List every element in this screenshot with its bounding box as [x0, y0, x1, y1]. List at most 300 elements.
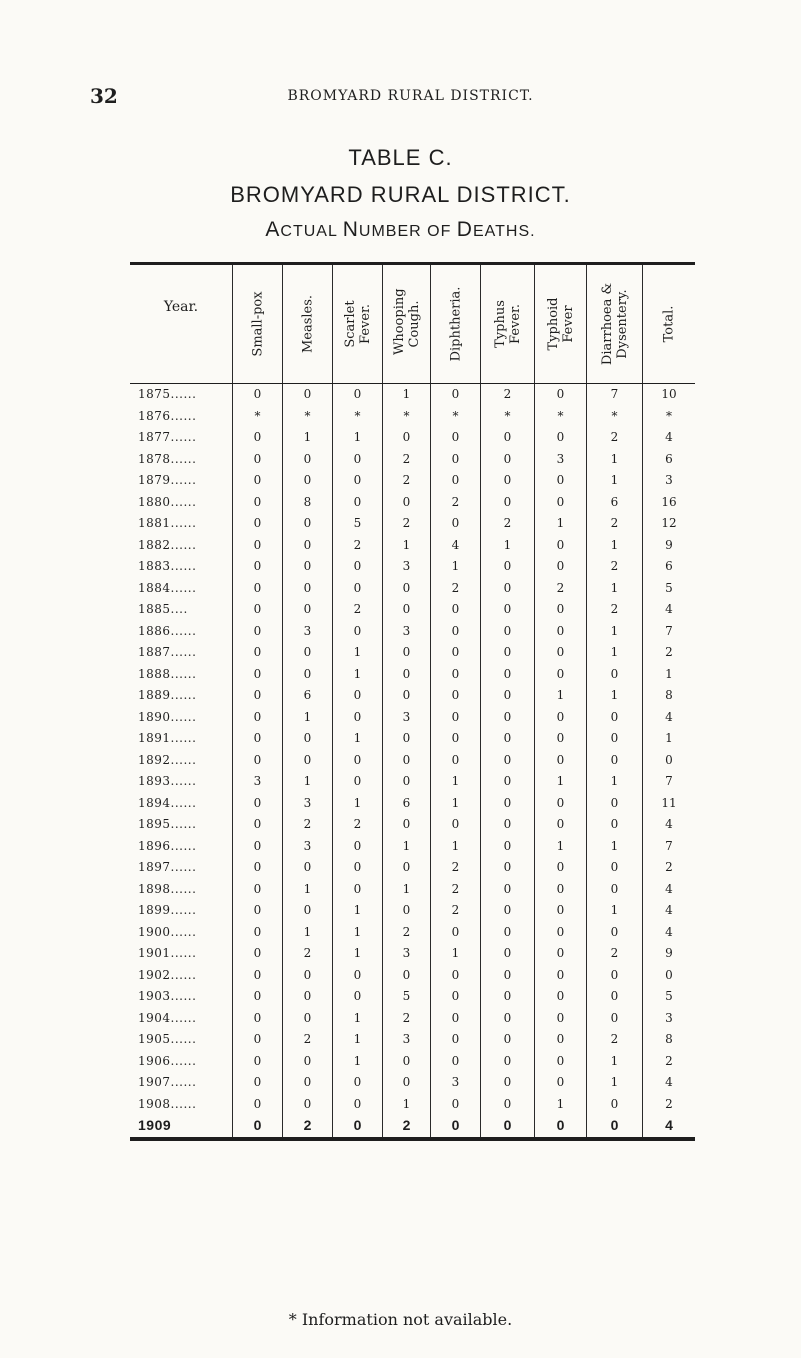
table-header [130, 265, 695, 384]
year-cell: 1888...... [138, 666, 197, 681]
column-header-small-pox: Small-pox [232, 265, 282, 383]
value-cell: * [586, 406, 642, 428]
deaths-table [130, 262, 695, 1141]
table-row [130, 836, 695, 858]
value-cell: 6 [642, 449, 695, 471]
value-cell: 1 [382, 879, 430, 901]
value-cell: 0 [332, 1072, 382, 1094]
value-cell: 0 [282, 1072, 332, 1094]
value-cell: * [282, 406, 332, 428]
value-cell: 0 [586, 879, 642, 901]
table-label: TABLE C. [348, 145, 453, 170]
table-row [130, 943, 695, 965]
value-cell: 2 [642, 857, 695, 879]
value-cell: 0 [382, 427, 430, 449]
value-cell: 0 [480, 1051, 534, 1073]
table-row [130, 513, 695, 535]
value-cell: 0 [332, 707, 382, 729]
value-cell: 0 [480, 793, 534, 815]
year-cell: 1886...... [138, 623, 197, 638]
value-cell: * [642, 406, 695, 428]
value-cell: 1 [534, 513, 586, 535]
value-cell: 0 [480, 578, 534, 600]
value-cell: 2 [586, 513, 642, 535]
value-cell: 0 [534, 857, 586, 879]
value-cell: 0 [534, 535, 586, 557]
table-row [130, 879, 695, 901]
value-cell: 3 [382, 943, 430, 965]
value-cell: 1 [480, 535, 534, 557]
value-cell: 0 [232, 943, 282, 965]
value-cell: 0 [382, 685, 430, 707]
value-cell: 3 [382, 1029, 430, 1051]
year-cell: 1885.... [138, 602, 188, 616]
value-cell: 0 [332, 965, 382, 987]
value-cell: 4 [642, 707, 695, 729]
value-cell: 1 [534, 836, 586, 858]
value-cell: 1 [586, 771, 642, 793]
value-cell: 0 [480, 814, 534, 836]
value-cell: 16 [642, 492, 695, 514]
value-cell: 3 [642, 1008, 695, 1030]
value-cell: 5 [642, 986, 695, 1008]
value-cell: 0 [534, 470, 586, 492]
table-row [130, 922, 695, 944]
year-cell: 1883...... [138, 559, 197, 573]
value-cell: 1 [586, 642, 642, 664]
table-row [130, 492, 695, 514]
value-cell: 0 [586, 750, 642, 772]
value-cell: 3 [282, 793, 332, 815]
table-row [130, 599, 695, 621]
year-cell: 1878...... [138, 451, 197, 466]
value-cell: 0 [430, 470, 480, 492]
table-row [130, 986, 695, 1008]
value-cell: * [332, 406, 382, 428]
year-cell: 1891...... [138, 731, 197, 745]
value-cell: 0 [332, 857, 382, 879]
value-cell: 0 [282, 986, 332, 1008]
value-cell: 0 [480, 1115, 534, 1137]
value-cell: 0 [382, 642, 430, 664]
year-cell: 1900...... [138, 924, 197, 939]
value-cell: 2 [382, 513, 430, 535]
year-cell: 1892...... [138, 752, 197, 767]
value-cell: 0 [332, 685, 382, 707]
table-row [130, 535, 695, 557]
value-cell: 4 [642, 879, 695, 901]
table-row [130, 728, 695, 750]
value-cell: 1 [332, 664, 382, 686]
value-cell: 0 [586, 664, 642, 686]
value-cell: 0 [232, 556, 282, 578]
value-cell: 0 [282, 578, 332, 600]
value-cell: 1 [332, 642, 382, 664]
value-cell: 0 [232, 470, 282, 492]
value-cell: 0 [332, 836, 382, 858]
value-cell: 2 [332, 814, 382, 836]
value-cell: 7 [642, 836, 695, 858]
value-cell: 0 [232, 814, 282, 836]
value-cell: 0 [282, 1051, 332, 1073]
value-cell: 0 [332, 492, 382, 514]
year-cell: 1890...... [138, 709, 197, 724]
value-cell: 0 [430, 599, 480, 621]
column-header-measles: Measles. [282, 265, 332, 383]
value-cell: 11 [642, 793, 695, 815]
value-cell: 0 [282, 556, 332, 578]
value-cell: 0 [232, 1094, 282, 1116]
value-cell: 1 [282, 707, 332, 729]
value-cell: 2 [382, 922, 430, 944]
year-cell: 1902...... [138, 967, 197, 982]
year-cell: 1896...... [138, 838, 197, 853]
value-cell: 0 [480, 922, 534, 944]
value-cell: 2 [382, 449, 430, 471]
value-cell: 0 [232, 857, 282, 879]
table-body [130, 384, 695, 1137]
value-cell: * [232, 406, 282, 428]
value-cell: 0 [332, 1115, 382, 1137]
value-cell: 0 [480, 470, 534, 492]
year-cell: 1876...... [138, 408, 197, 423]
value-cell: 2 [642, 642, 695, 664]
year-cell: 1904...... [138, 1010, 197, 1025]
value-cell: 0 [332, 470, 382, 492]
value-cell: 0 [232, 1008, 282, 1030]
value-cell: 0 [534, 384, 586, 406]
value-cell: 0 [480, 427, 534, 449]
value-cell: 7 [586, 384, 642, 406]
value-cell: 12 [642, 513, 695, 535]
value-cell: 6 [586, 492, 642, 514]
value-cell: 0 [430, 707, 480, 729]
table-row [130, 406, 695, 428]
value-cell: 0 [480, 771, 534, 793]
value-cell: 0 [480, 986, 534, 1008]
table-row [130, 1072, 695, 1094]
value-cell: 3 [282, 621, 332, 643]
value-cell: 1 [332, 793, 382, 815]
value-cell: 2 [586, 943, 642, 965]
value-cell: 0 [332, 750, 382, 772]
column-header-diphtheria: Diphtheria. [430, 265, 480, 383]
column-header-typhus-fever: Typhus Fever. [480, 265, 534, 383]
year-cell: 1877...... [138, 430, 197, 444]
value-cell: 0 [534, 1008, 586, 1030]
value-cell: 0 [282, 599, 332, 621]
value-cell: 0 [586, 1115, 642, 1137]
value-cell: 0 [534, 599, 586, 621]
value-cell: 0 [232, 621, 282, 643]
value-cell: 0 [332, 771, 382, 793]
year-cell: 1905...... [138, 1032, 197, 1046]
year-cell: 1908...... [138, 1096, 197, 1111]
value-cell: 9 [642, 535, 695, 557]
value-cell: 5 [332, 513, 382, 535]
value-cell: 0 [534, 986, 586, 1008]
value-cell: 2 [430, 879, 480, 901]
value-cell: 2 [332, 599, 382, 621]
value-cell: 2 [332, 535, 382, 557]
table-row [130, 384, 695, 406]
table-row [130, 556, 695, 578]
value-cell: 0 [480, 965, 534, 987]
value-cell: 2 [282, 1115, 332, 1137]
year-cell: 1901...... [138, 946, 197, 960]
value-cell: 0 [430, 384, 480, 406]
value-cell: 0 [382, 578, 430, 600]
value-cell: 0 [430, 1115, 480, 1137]
value-cell: 4 [642, 900, 695, 922]
value-cell: 9 [642, 943, 695, 965]
value-cell: 0 [430, 1029, 480, 1051]
value-cell: 0 [382, 664, 430, 686]
value-cell: 0 [586, 1008, 642, 1030]
value-cell: 0 [232, 922, 282, 944]
value-cell: 0 [282, 470, 332, 492]
value-cell: 0 [586, 922, 642, 944]
value-cell: 1 [332, 728, 382, 750]
value-cell: 0 [480, 1072, 534, 1094]
value-cell: 0 [232, 578, 282, 600]
value-cell: 6 [382, 793, 430, 815]
value-cell: 0 [382, 728, 430, 750]
value-cell: 0 [430, 814, 480, 836]
value-cell: 0 [232, 642, 282, 664]
year-cell: 1895...... [138, 817, 197, 831]
column-header-scarlet-fever: Scarlet Fever. [332, 265, 382, 383]
value-cell: 0 [282, 900, 332, 922]
value-cell: 0 [332, 449, 382, 471]
value-cell: 2 [282, 1029, 332, 1051]
value-cell: 0 [232, 1029, 282, 1051]
value-cell: 2 [382, 470, 430, 492]
value-cell: 2 [586, 1029, 642, 1051]
value-cell: 0 [430, 728, 480, 750]
value-cell: 1 [586, 621, 642, 643]
year-cell: 1897...... [138, 860, 197, 874]
value-cell: 4 [642, 599, 695, 621]
value-cell: 0 [534, 1115, 586, 1137]
year-cell: 1903...... [138, 989, 197, 1003]
column-header-total: Total. [642, 265, 695, 383]
value-cell: 0 [480, 492, 534, 514]
value-cell: 0 [534, 556, 586, 578]
value-cell: 0 [534, 427, 586, 449]
table-row [130, 427, 695, 449]
year-cell: 1882...... [138, 537, 197, 552]
column-header-whooping-cough: Whooping Cough. [382, 265, 430, 383]
value-cell: 0 [586, 793, 642, 815]
value-cell: 0 [282, 1094, 332, 1116]
value-cell: 0 [586, 1094, 642, 1116]
value-cell: 0 [232, 900, 282, 922]
value-cell: 0 [586, 965, 642, 987]
value-cell: 0 [586, 857, 642, 879]
table-row [130, 621, 695, 643]
value-cell: 0 [534, 793, 586, 815]
year-cell: 1906...... [138, 1053, 197, 1068]
value-cell: 0 [232, 986, 282, 1008]
page-number: 32 [90, 84, 118, 108]
value-cell: 2 [480, 384, 534, 406]
value-cell: 2 [642, 1051, 695, 1073]
value-cell: 0 [430, 513, 480, 535]
value-cell: 1 [332, 1051, 382, 1073]
year-cell: 1909 [138, 1117, 172, 1133]
year-cell: 1879...... [138, 473, 197, 487]
table-row [130, 900, 695, 922]
value-cell: 0 [282, 642, 332, 664]
value-cell: 2 [586, 599, 642, 621]
value-cell: 0 [480, 707, 534, 729]
value-cell: 4 [642, 427, 695, 449]
table-row [130, 814, 695, 836]
value-cell: 2 [430, 578, 480, 600]
value-cell: 3 [232, 771, 282, 793]
value-cell: 0 [586, 728, 642, 750]
value-cell: 2 [382, 1115, 430, 1137]
value-cell: 0 [480, 642, 534, 664]
year-cell: 1893...... [138, 774, 197, 788]
value-cell: 1 [430, 556, 480, 578]
value-cell: 1 [332, 1008, 382, 1030]
table-row [130, 642, 695, 664]
year-cell: 1889...... [138, 688, 197, 702]
value-cell: 0 [382, 1051, 430, 1073]
value-cell: 1 [282, 879, 332, 901]
table-row [130, 965, 695, 987]
value-cell: 0 [480, 857, 534, 879]
value-cell: 1 [586, 449, 642, 471]
value-cell: 0 [332, 578, 382, 600]
value-cell: 2 [430, 857, 480, 879]
value-cell: 0 [382, 492, 430, 514]
year-cell: 1894...... [138, 795, 197, 810]
table-row [130, 1115, 695, 1137]
value-cell: 0 [430, 1094, 480, 1116]
value-cell: 0 [480, 728, 534, 750]
value-cell: 1 [586, 1072, 642, 1094]
value-cell: 1 [332, 943, 382, 965]
value-cell: 0 [232, 965, 282, 987]
value-cell: 0 [534, 621, 586, 643]
year-cell: 1881...... [138, 516, 197, 530]
value-cell: * [430, 406, 480, 428]
value-cell: 0 [534, 642, 586, 664]
value-cell: 1 [586, 470, 642, 492]
value-cell: 1 [586, 685, 642, 707]
value-cell: 10 [642, 384, 695, 406]
value-cell: 1 [430, 793, 480, 815]
value-cell: 2 [642, 1094, 695, 1116]
value-cell: 0 [534, 1051, 586, 1073]
value-cell: 0 [534, 1029, 586, 1051]
value-cell: 0 [534, 965, 586, 987]
value-cell: 0 [480, 900, 534, 922]
year-cell: 1875...... [138, 387, 197, 401]
value-cell: 0 [232, 685, 282, 707]
value-cell: 0 [430, 922, 480, 944]
value-cell: 8 [282, 492, 332, 514]
value-cell: 0 [480, 449, 534, 471]
value-cell: 4 [642, 814, 695, 836]
value-cell: 0 [232, 879, 282, 901]
value-cell: 2 [480, 513, 534, 535]
value-cell: 0 [586, 814, 642, 836]
value-cell: 0 [382, 750, 430, 772]
value-cell: 0 [332, 621, 382, 643]
value-cell: 4 [642, 1072, 695, 1094]
value-cell: 0 [282, 965, 332, 987]
value-cell: 8 [642, 1029, 695, 1051]
value-cell: 0 [382, 965, 430, 987]
value-cell: * [480, 406, 534, 428]
value-cell: 1 [332, 427, 382, 449]
value-cell: 4 [642, 922, 695, 944]
value-cell: 0 [382, 814, 430, 836]
value-cell: 1 [586, 836, 642, 858]
value-cell: 0 [480, 750, 534, 772]
value-cell: 1 [332, 922, 382, 944]
table-row [130, 578, 695, 600]
value-cell: 0 [480, 685, 534, 707]
value-cell: 1 [332, 900, 382, 922]
value-cell: 0 [430, 986, 480, 1008]
value-cell: 1 [586, 578, 642, 600]
value-cell: 0 [642, 965, 695, 987]
value-cell: 1 [332, 1029, 382, 1051]
value-cell: 1 [534, 1094, 586, 1116]
value-cell: 7 [642, 621, 695, 643]
value-cell: 0 [642, 750, 695, 772]
value-cell: 0 [480, 1008, 534, 1030]
year-cell: 1887...... [138, 645, 197, 659]
value-cell: 1 [642, 664, 695, 686]
value-cell: 3 [534, 449, 586, 471]
value-cell: 0 [232, 1115, 282, 1137]
table-row [130, 1094, 695, 1116]
value-cell: 1 [382, 836, 430, 858]
value-cell: 0 [586, 707, 642, 729]
value-cell: 0 [232, 728, 282, 750]
value-cell: 2 [430, 492, 480, 514]
value-cell: 0 [480, 879, 534, 901]
value-cell: 0 [282, 384, 332, 406]
value-cell: 3 [282, 836, 332, 858]
value-cell: 0 [480, 556, 534, 578]
value-cell: 0 [232, 535, 282, 557]
value-cell: 5 [382, 986, 430, 1008]
value-cell: 0 [282, 664, 332, 686]
table-row [130, 771, 695, 793]
value-cell: 0 [534, 814, 586, 836]
value-cell: 0 [430, 1051, 480, 1073]
value-cell: 0 [232, 492, 282, 514]
value-cell: 0 [480, 1029, 534, 1051]
table-row [130, 793, 695, 815]
value-cell: 1 [382, 535, 430, 557]
table-row [130, 707, 695, 729]
value-cell: 2 [282, 943, 332, 965]
value-cell: 0 [480, 599, 534, 621]
value-cell: 0 [332, 1094, 382, 1116]
value-cell: 1 [282, 771, 332, 793]
value-cell: 0 [534, 900, 586, 922]
value-cell: 3 [642, 470, 695, 492]
value-cell: 1 [382, 1094, 430, 1116]
